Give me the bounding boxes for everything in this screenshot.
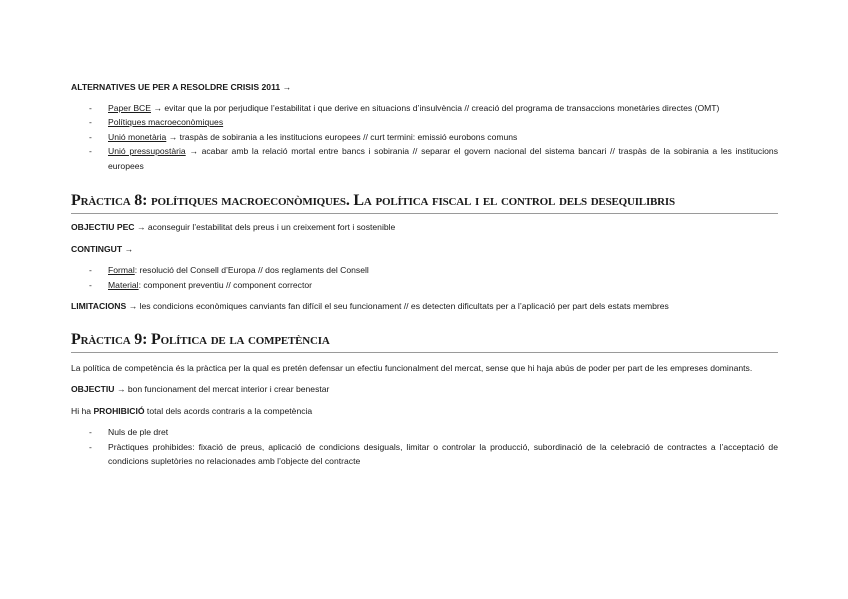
- practica9-title: Pràctica 9: Política de la competència: [71, 330, 778, 353]
- objectiu-label: OBJECTIU: [71, 384, 115, 394]
- alternatives-list: [71, 101, 778, 174]
- list-item: [71, 115, 778, 130]
- list-item-term: Unió monetària: [108, 131, 167, 142]
- list-item-text: : resolució del Consell d’Europa // dos reglaments del Consell: [134, 265, 369, 275]
- prohibicio-pre: Hi ha: [71, 405, 94, 416]
- list-item: [71, 263, 778, 278]
- list-item: [71, 144, 778, 173]
- contingut-arrow: →: [122, 243, 134, 254]
- prohibicio-post: total dels acords contraris a la competència: [144, 405, 313, 416]
- list-item: [71, 278, 778, 293]
- list-item: - Pràctiques prohibides: fixació de preus, aplicació de condicions desiguals, limitar o controlar la producció, subordinació de la celebració de contractes a l’acceptació de condicions supletòries no relacionades amb l’objecte del contracte: [71, 440, 778, 469]
- list-item-term: Formal: [108, 265, 135, 275]
- prohibicio-label: PROHIBICIÓ: [93, 405, 145, 416]
- practica9-prohibicio: [71, 404, 778, 419]
- practica8-objectiu: [71, 220, 778, 235]
- practica8-contingut: [71, 242, 778, 257]
- practica9-intro: La política de competència és la pràctica per la qual es pretén defensar un efectiu funcionalment del mercat, sense que hi haja abús de poder per part de les empreses dominants.: [71, 362, 753, 373]
- limitacions-text: → les condicions econòmiques canviants fan difícil el seu funcionament // es detecten dificultats per a l’aplicació per part dels estats membres: [126, 301, 669, 311]
- list-item-text: → traspàs de sobirania a les institucions europees // curt termini: emissió eurobons comuns: [166, 131, 518, 142]
- practica8-limitacions: [71, 299, 778, 314]
- list-item-term: Material: [108, 279, 139, 290]
- list-item-text: : component preventiu // component corrector: [138, 279, 312, 290]
- objectiu-text: → aconseguir l’estabilitat dels preus i un creixement fort i sostenible: [134, 222, 396, 232]
- contingut-label: CONTINGUT: [71, 243, 123, 254]
- list-item-term: Unió pressupostària: [108, 146, 186, 156]
- list-item-term: Paper BCE: [108, 102, 151, 113]
- practica8-title: Pràctica 8: polítiques macroeconòmiques. La política fiscal i el control dels desequilibris: [71, 191, 778, 214]
- list-item: [71, 101, 778, 116]
- list-item-text: → evitar que la por perjudique l’estabilitat i que derive en situacions d’insulvència // creació del programa de transaccions monetàries directes (OMT): [151, 102, 720, 113]
- list-item: - Nuls de ple dret: [71, 425, 778, 440]
- list-item-term: Polítiques macroeconòmiques: [108, 117, 224, 127]
- list-item: [71, 130, 778, 145]
- objectiu-label: OBJECTIU PEC: [71, 222, 135, 232]
- objectiu-text: → bon funcionament del mercat interior i crear benestar: [114, 384, 330, 394]
- limitacions-label: LIMITACIONS: [71, 301, 127, 311]
- contingut-list: [71, 263, 778, 292]
- document-page: [71, 80, 778, 469]
- practica9-objectiu: [71, 382, 778, 397]
- prohibicio-list: [71, 425, 778, 469]
- list-item-text: → acabar amb la relació mortal entre bancs i sobirania // separar el govern nacional del sistema bancari // traspàs de la sobirania a les institucions europees: [108, 146, 778, 171]
- alternatives-heading: ALTERNATIVES UE PER A RESOLDRE CRISIS 2011 →: [71, 82, 292, 92]
